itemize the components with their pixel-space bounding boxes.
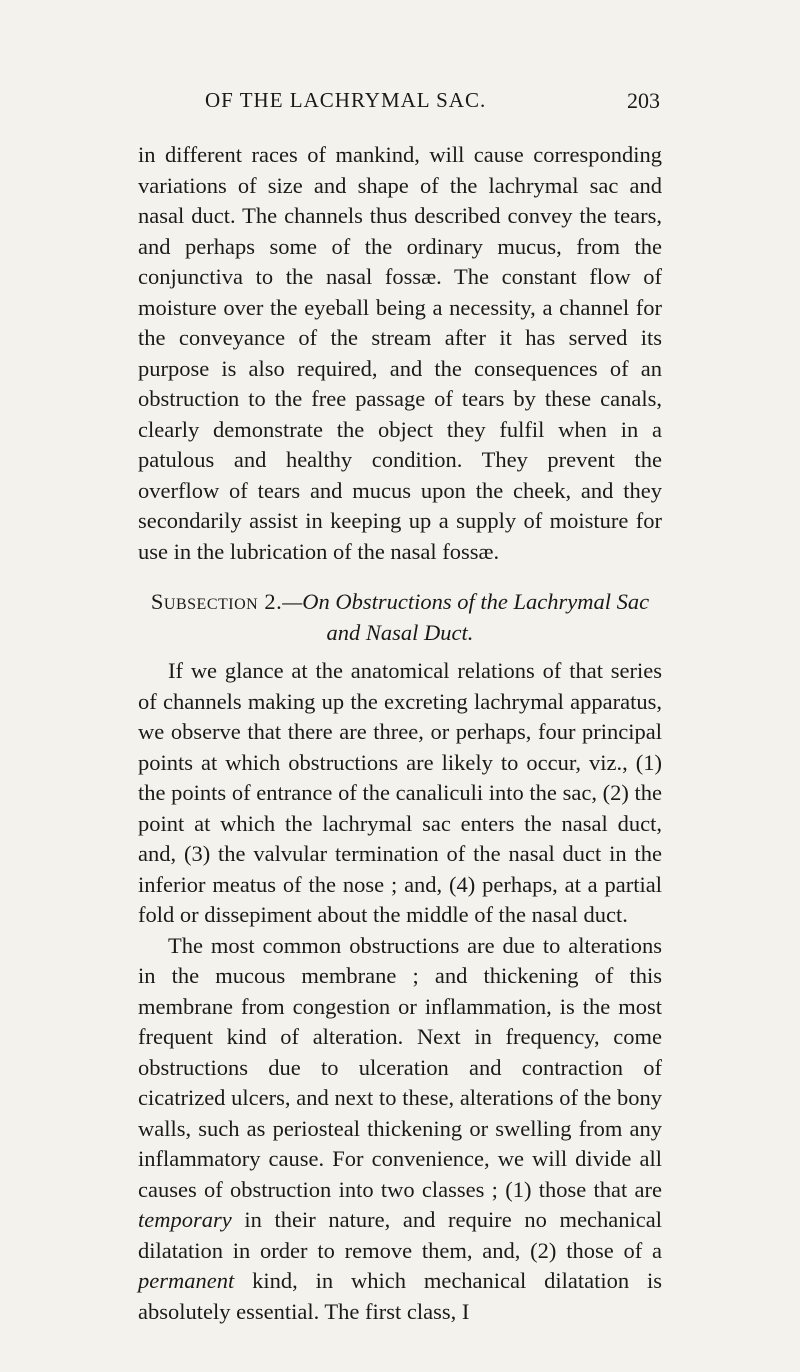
emphasis-temporary: temporary [138, 1207, 232, 1232]
paragraph-3-part-a: The most common obstructions are due to alterations in the mucous membrane ; and thickening of this membrane from congestion or inflammation, is the most frequent kind of alteration. Next in frequency, come obstructions due to ulceration and contraction of cicatrized ulcers, and next to these, alterations of the bony walls, such as periosteal thickening or swelling from any inflammatory cause. For convenience, we will divide all causes of obstruction into two classes ; (1) those that are [138, 932, 662, 1202]
paragraph-1: in different races of mankind, will cause corresponding variations of size and shape of the lachrymal sac and nasal duct. The channels thus described convey the tears, and perhaps some of the ordinary mucus, from the conjunctiva to the nasal fossæ. The constant flow of moisture over the eyeball being a necessity, a channel for the conveyance of the stream after it has served its purpose is also required, and the consequences of an obstruction to the free passage of tears by these canals, clearly demonstrate the object they fulfil when in a patulous and healthy condition. They prevent the overflow of tears and mucus upon the cheek, and they secondarily assist in keeping up a supply of moisture for use in the lubrication of the nasal fossæ. [138, 142, 662, 564]
emphasis-permanent: permanent [138, 1268, 235, 1293]
paragraph-3-part-b: in their nature, and require no mechanical dilatation in order to remove them, and, (2) those of a [138, 1207, 662, 1263]
running-head: OF THE LACHRYMAL SAC. [205, 88, 487, 112]
subsection-title: —On Obstructions of the Lachrymal Sac and Nasal Duct. [282, 589, 650, 645]
page-header [0, 88, 800, 118]
subsection-label: Subsection 2. [150, 589, 283, 614]
subsection-heading [138, 587, 662, 648]
paragraph-2: If we glance at the anatomical relations of that series of channels making up the excreting lachrymal apparatus, we observe that there are three, or perhaps, four principal points at which obstructions are likely to occur, viz., (1) the points of entrance of the canaliculi into the sac, (2) the point at which the lachrymal sac enters the nasal duct, and, (3) the valvular termination of the nasal duct in the inferior meatus of the nose ; and, (4) perhaps, at a partial fold or dissepiment about the middle of the nasal duct. [138, 658, 662, 927]
body-text [138, 140, 662, 1327]
paragraph-3 [138, 931, 662, 1328]
paragraph-3-part-c: kind, in which mechanical dilatation is absolutely essential. The first class, I [138, 1268, 662, 1324]
page-number: 203 [627, 88, 660, 113]
